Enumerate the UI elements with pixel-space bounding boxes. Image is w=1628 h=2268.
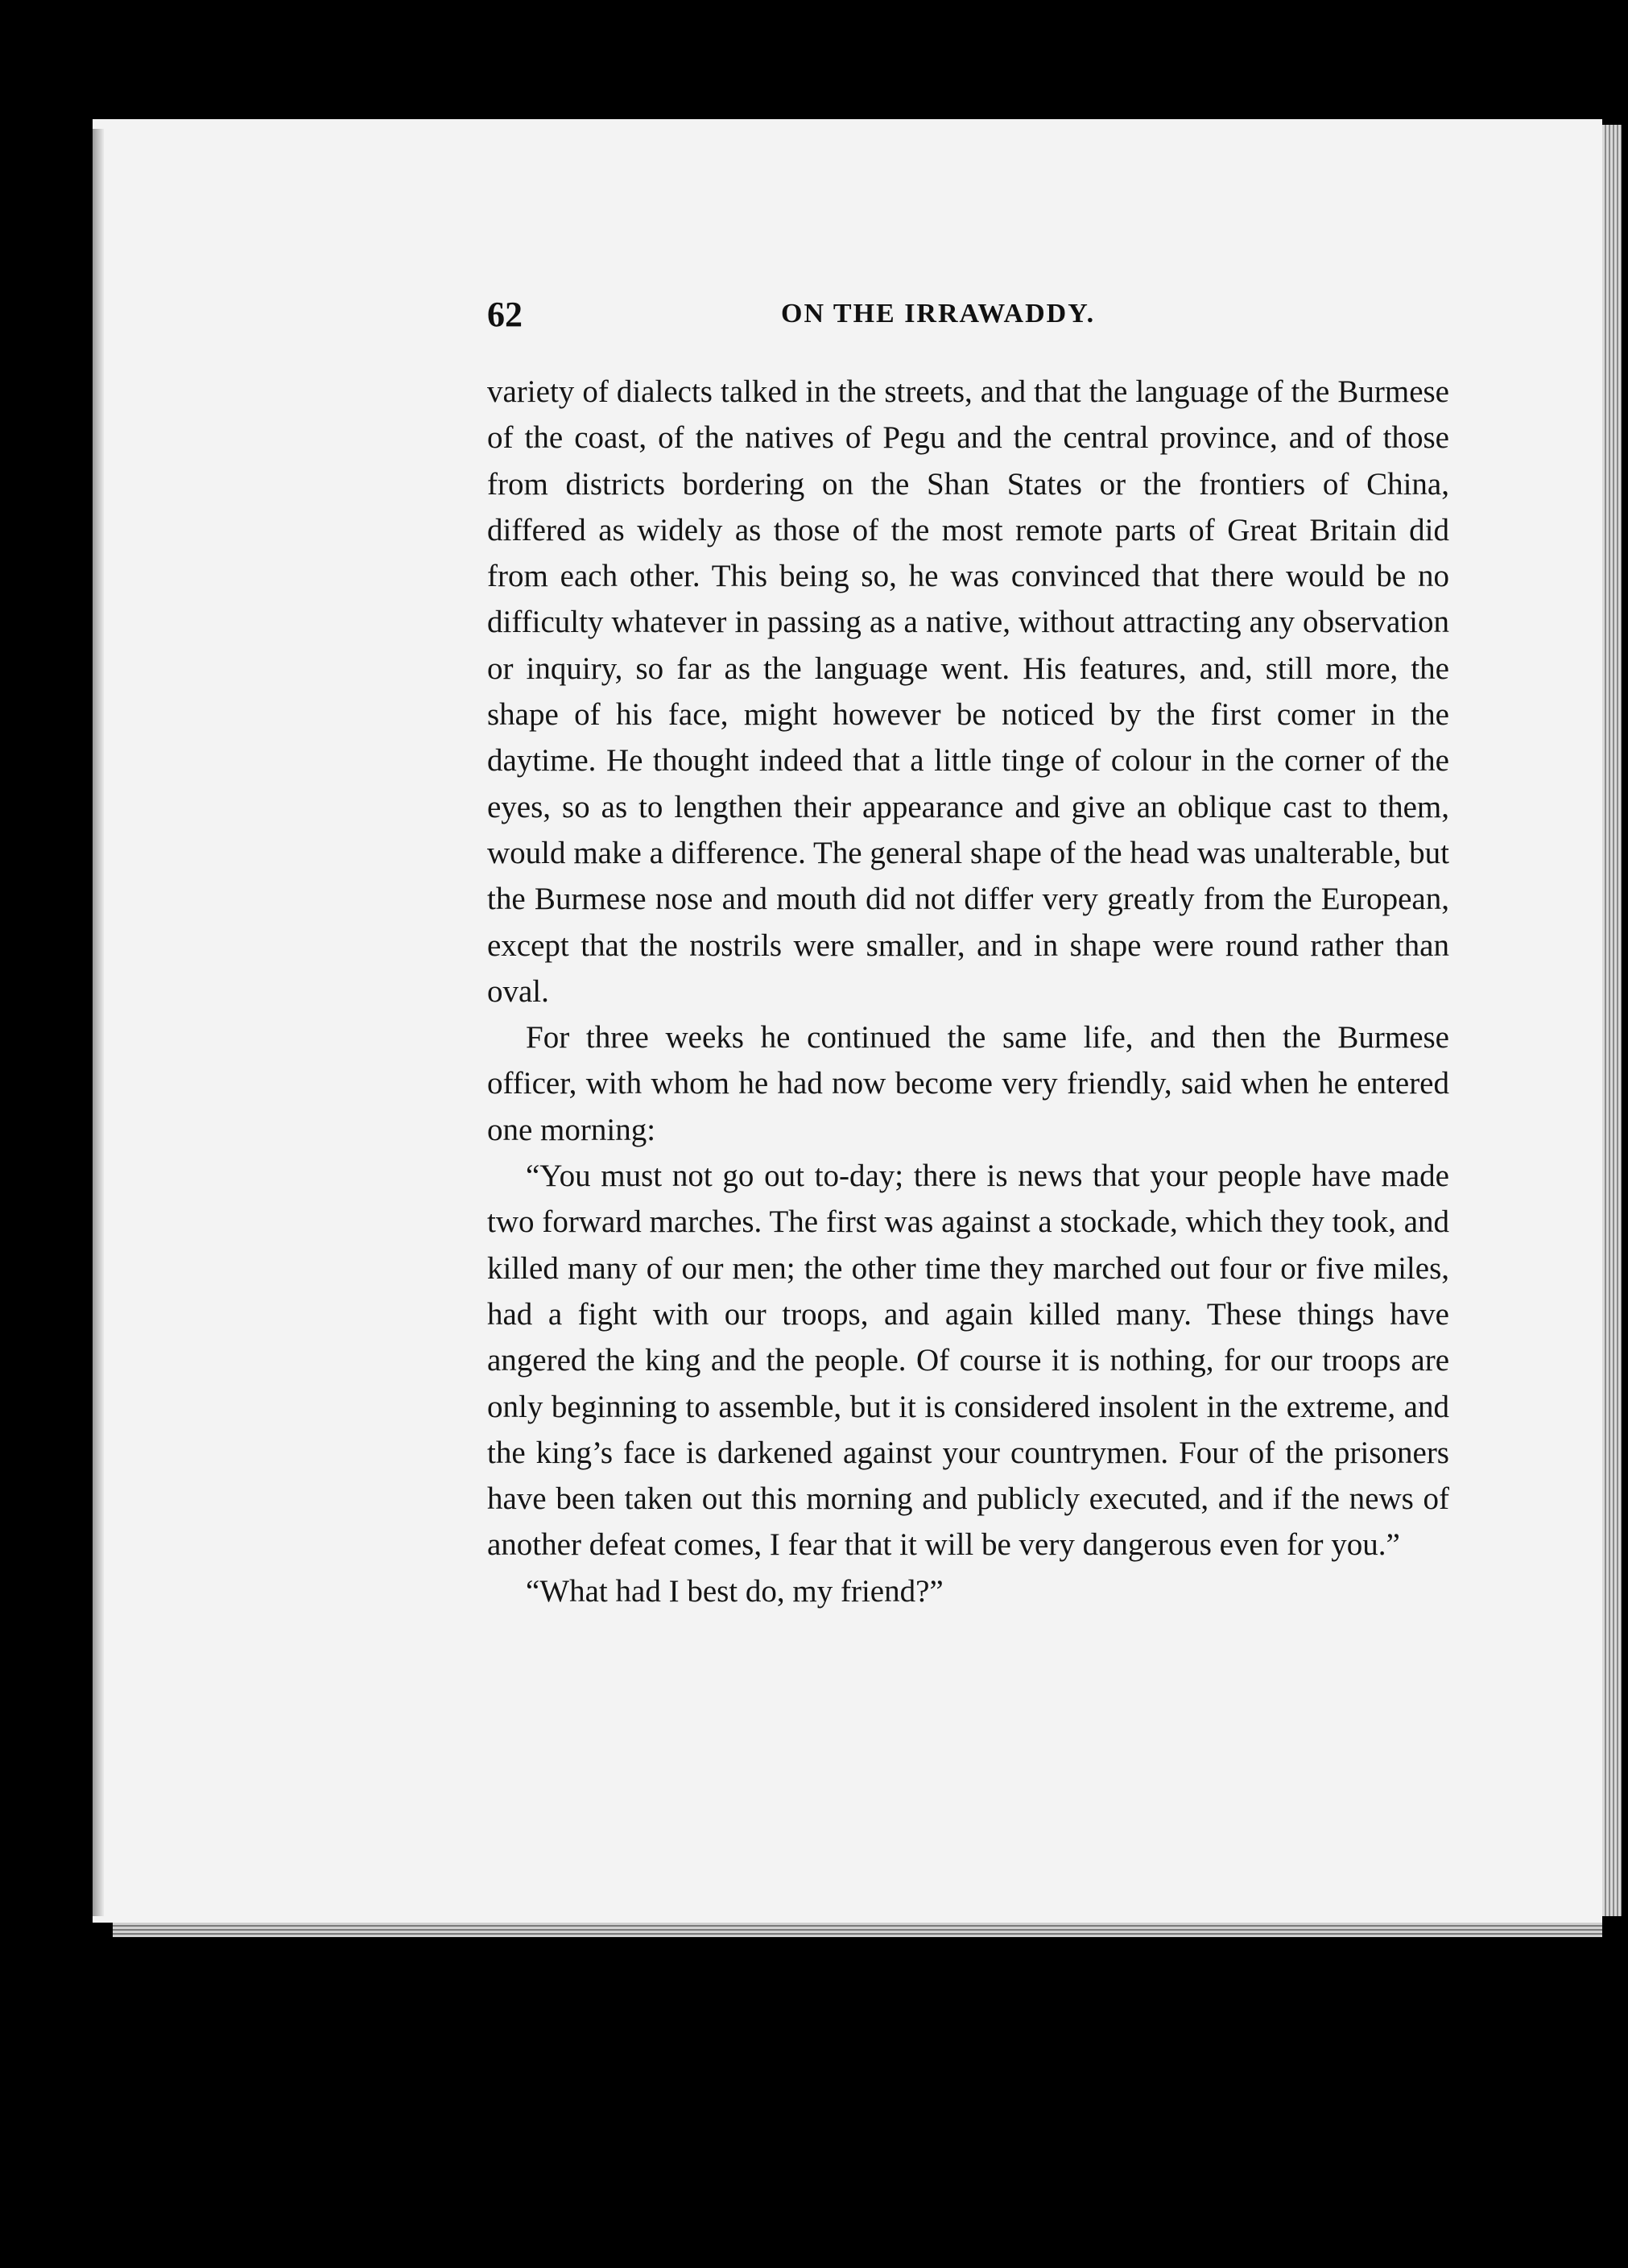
running-head: ON THE IRRAWADDY. [781,299,1096,328]
page-header [487,294,1453,334]
page-gutter [93,129,104,1916]
page-edges-right [1602,125,1622,1916]
paragraph: variety of dialects talked in the streets, and that the language of the Burmese of the coast, of the natives of Pegu and the central province, and of those from districts bordering on the Shan States or the frontiers of China, differed as widely as those of the most remote parts of Great Britain did from each other. This being so, he was convinced that there would be no difficulty whatever in passing as a native, without attracting any observation or inquiry, so far as the language went. His features, and, still more, the shape of his face, might however be noticed by the first comer in the daytime. He thought indeed that a little tinge of colour in the corner of the eyes, so as to lengthen their appearance and give an oblique cast to them, would make a difference. The general shape of the head was unalterable, but the Burmese nose and mouth did not differ very greatly from the European, except that the nostrils were smaller, and in shape were round rather than oval. [487,374,1449,1009]
body-text [487,369,1449,1614]
page-edges-bottom [113,1923,1602,1937]
paragraph: For three weeks he continued the same life, and then the Burmese officer, with whom he had now become very friendly, said when he entered one morning: [487,1020,1449,1147]
paragraph: “What had I best do, my friend?” [526,1573,944,1609]
page-number: 62 [487,295,523,334]
paragraph: “You must not go out to-day; there is news that your people have made two forward marches. The first was against a stockade, which they took, and killed many of our men; the other time they marched out four or five miles, had a fight with our troops, and again killed many. These things have angered the king and the people. Of course it is nothing, for our troops are only beginning to assemble, but it is considered insolent in the extreme, and the king’s face is darkened against your countrymen. Four of the prisoners have been taken out this morning and publicly executed, and if the news of another defeat comes, I fear that it will be very dangerous even for you.” [487,1159,1449,1563]
